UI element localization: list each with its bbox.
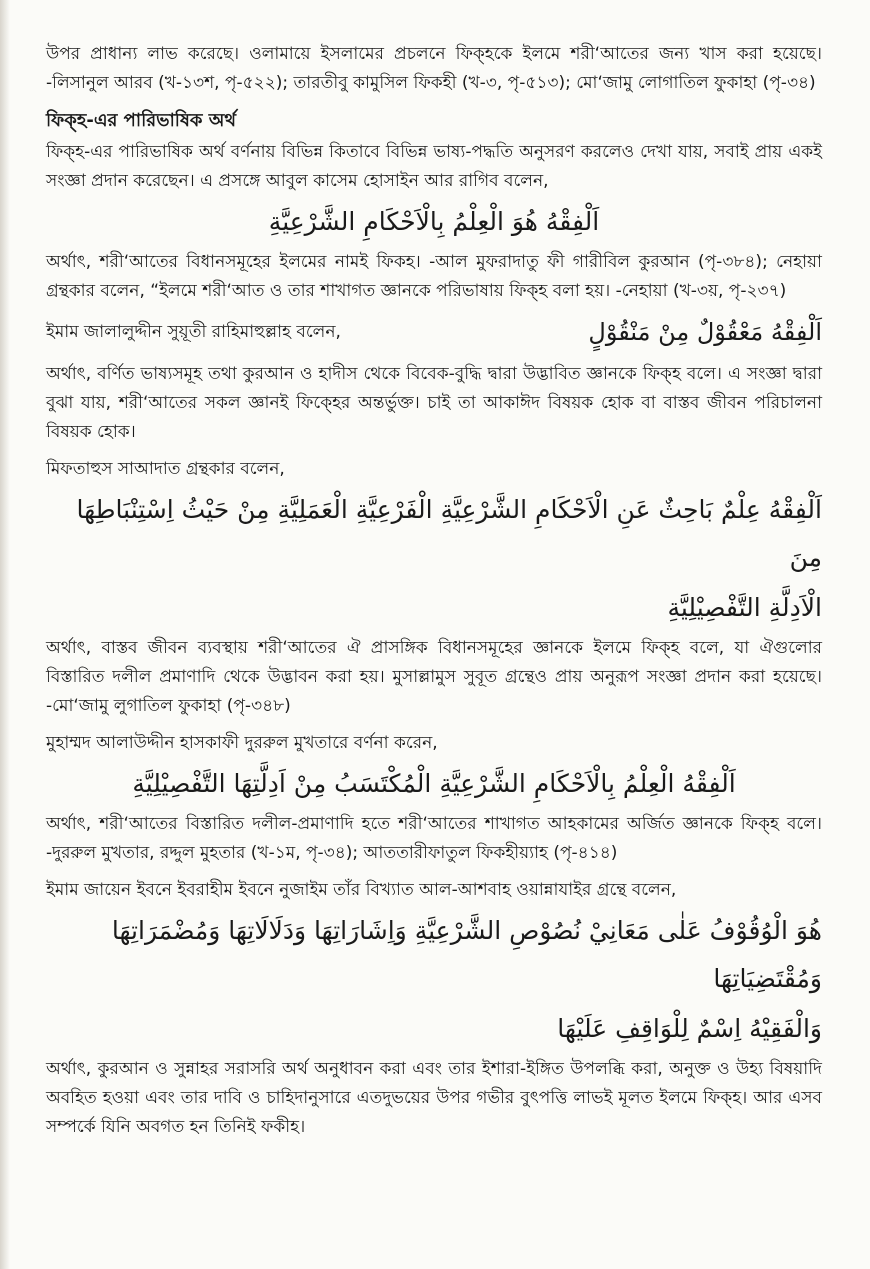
paragraph-meaning-2: অর্থাৎ, বর্ণিত ভাষ্যসমূহ তথা কুরআন ও হাদীস থেকে বিবেক-বুদ্ধি দ্বারা উদ্ভাবিত জ্ঞানকে ফিক্হ বলে। এ সংজ্ঞা দ্বারা বুঝা যায়, শরী‘আতের সকল জ্ঞানই ফিক্হের অন্তর্ভুক্ত। চাই তা আকাঈদ বিষয়ক হোক বা বাস্তব জীবন পরিচালনা বিষয়ক হোক। — [46, 364, 822, 442]
suyuti-quote-row — [46, 312, 822, 352]
arabic-quote-suyuti: اَلْفِقْهُ مَعْقُوْلٌ مِنْ مَنْقُوْلٍ — [588, 318, 822, 346]
paragraph-nujaim-lead: ইমাম জায়েন ইবনে ইবরাহীম ইবনে নুজাইম তাঁর বিখ্যাত আল-আশবাহ ওয়ান্নাযাইর গ্রন্থে বলেন, — [46, 880, 677, 900]
paragraph-meaning-4: অর্থাৎ, শরী‘আতের বিস্তারিত দলীল-প্রমাণাদি হতে শরী‘আতের শাখাগত আহকামের অর্জিত জ্ঞানকে ফিক্হ বলে। -দুররুল মুখতার, রদ্দুল মুহতার (খ-১ম, পৃ-৩৪); আততারীফাতুল ফিকহীয়্যাহ (পৃ-৪১৪) — [46, 814, 822, 863]
paragraph-definition-intro: ফিক্হ-এর পারিভাষিক অর্থ বর্ণনায় বিভিন্ন কিতাবে বিভিন্ন ভাষ্য-পদ্ধতি অনুসরণ করলেও দেখা যায়, সবাই প্রায় একই সংজ্ঞা প্রদান করেছেন। এ প্রসঙ্গে আবুল কাসেম হোসাইন আর রাগিব বলেন, — [46, 142, 822, 191]
arabic-quote-miftah-line1: اَلْفِقْهُ عِلْمٌ بَاحِثٌ عَنِ الْاَحْكَامِ الشَّرْعِيَّةِ الْفَرْعِيَّةِ الْعَمَلِيَّةِ مِنْ حَيْثُ اِسْتِنْبَاطِهَا مِنَ — [76, 495, 822, 572]
paragraph-haskafi-lead: মুহাম্মদ আলাউদ্দীন হাসকাফী দুররুল মুখতারে বর্ণনা করেন, — [46, 733, 438, 753]
arabic-quote-haskafi: اَلْفِقْهُ الْعِلْمُ بِالْاَحْكَامِ الشَّرْعِيَّةِ الْمُكْتَسَبُ مِنْ اَدِلَّتِهَا التَّفْصِيْلِيَّةِ — [132, 769, 736, 798]
paragraph-miftah-lead: মিফতাহুস সাআদাত গ্রন্থকার বলেন, — [46, 459, 285, 479]
paragraph-meaning-1: অর্থাৎ, শরী‘আতের বিধানসমূহের ইলমের নামই ফিকহ। -আল মুফরাদাতু ফী গারীবিল কুরআন (পৃ-৩৮৪); নেহায়া গ্রন্থকার বলেন, “ইলমে শরী‘আত ও তার শাখাগত জ্ঞানকে পরিভাষায় ফিক্হ বলা হয়। -নেহায়া (খ-৩য়, পৃ-২৩৭) — [46, 252, 822, 301]
arabic-quote-raghib: اَلْفِقْهُ هُوَ الْعِلْمُ بِالْاَحْكَامِ الشَّرْعِيَّةِ — [268, 207, 600, 236]
arabic-quote-nujaim-line2: وَالْفَقِيْهُ اِسْمٌ لِلْوَاقِفِ عَلَيْهَا — [557, 1014, 822, 1043]
arabic-quote-miftah-line2: الْاَدِلَّةِ التَّفْصِيْلِيَّةِ — [667, 593, 822, 622]
paragraph-meaning-5: অর্থাৎ, কুরআন ও সুন্নাহর সরাসরি অর্থ অনুধাবন করা এবং তার ইশারা-ইঙ্গিত উপলব্ধি করা, অনুক্ত ও উহ্য বিষয়াদি অবহিত হওয়া এবং তার দাবি ও চাহিদানুসারে এতদুভয়ের উপর গভীর বুৎপত্তি লাভই মূলত ইলমে ফিক্হ। আর এসব সম্পর্কে যিনি অবগত হন তিনিই ফকীহ। — [46, 1059, 822, 1137]
page-binding-shadow — [0, 0, 10, 1269]
arabic-quote-nujaim-line1: هُوَ الْوُقُوْفُ عَلٰى مَعَانِيْ نُصُوْصِ الشَّرْعِيَّةِ وَاِشَارَاتِهَا وَدَلَالَاتِهَا وَمُضْمَرَاتِهَا وَمُقْتَضِيَاتِهَا — [111, 916, 822, 993]
paragraph-meaning-3: অর্থাৎ, বাস্তব জীবন ব্যবস্থায় শরী‘আতের ঐ প্রাসঙ্গিক বিধানসমূহের জ্ঞানকে ইলমে ফিক্হ বলে, যা ঐগুলোর বিস্তারিত দলীল প্রমাণাদি থেকে উদ্ভাবন করা হয়। মুসাল্লামুস সুবূত গ্রন্থেও প্রায় অনুরূপ সংজ্ঞা প্রদান করা হয়েছে। -মো‘জামু লুগাতিল ফুকাহা (পৃ-৩৪৮) — [46, 638, 822, 716]
paragraph-intro-continued: উপর প্রাধান্য লাভ করেছে। ওলামায়ে ইসলামের প্রচলনে ফিক্হকে ইলমে শরী‘আতের জন্য খাস করা হয়েছে। -লিসানুল আরব (খ-১৩শ, পৃ-৫২২); তারতীবু কামুসিল ফিকহী (খ-৩, পৃ-৫১৩); মো‘জামু লোগাতিল ফুকাহা (পৃ-৩৪) — [46, 44, 822, 93]
section-heading: ফিক্হ-এর পারিভাষিক অর্থ — [46, 110, 236, 131]
paragraph-suyuti-lead: ইমাম জালালুদ্দীন সুয়ূতী রাহিমাহুল্লাহ বলেন, — [46, 321, 341, 342]
